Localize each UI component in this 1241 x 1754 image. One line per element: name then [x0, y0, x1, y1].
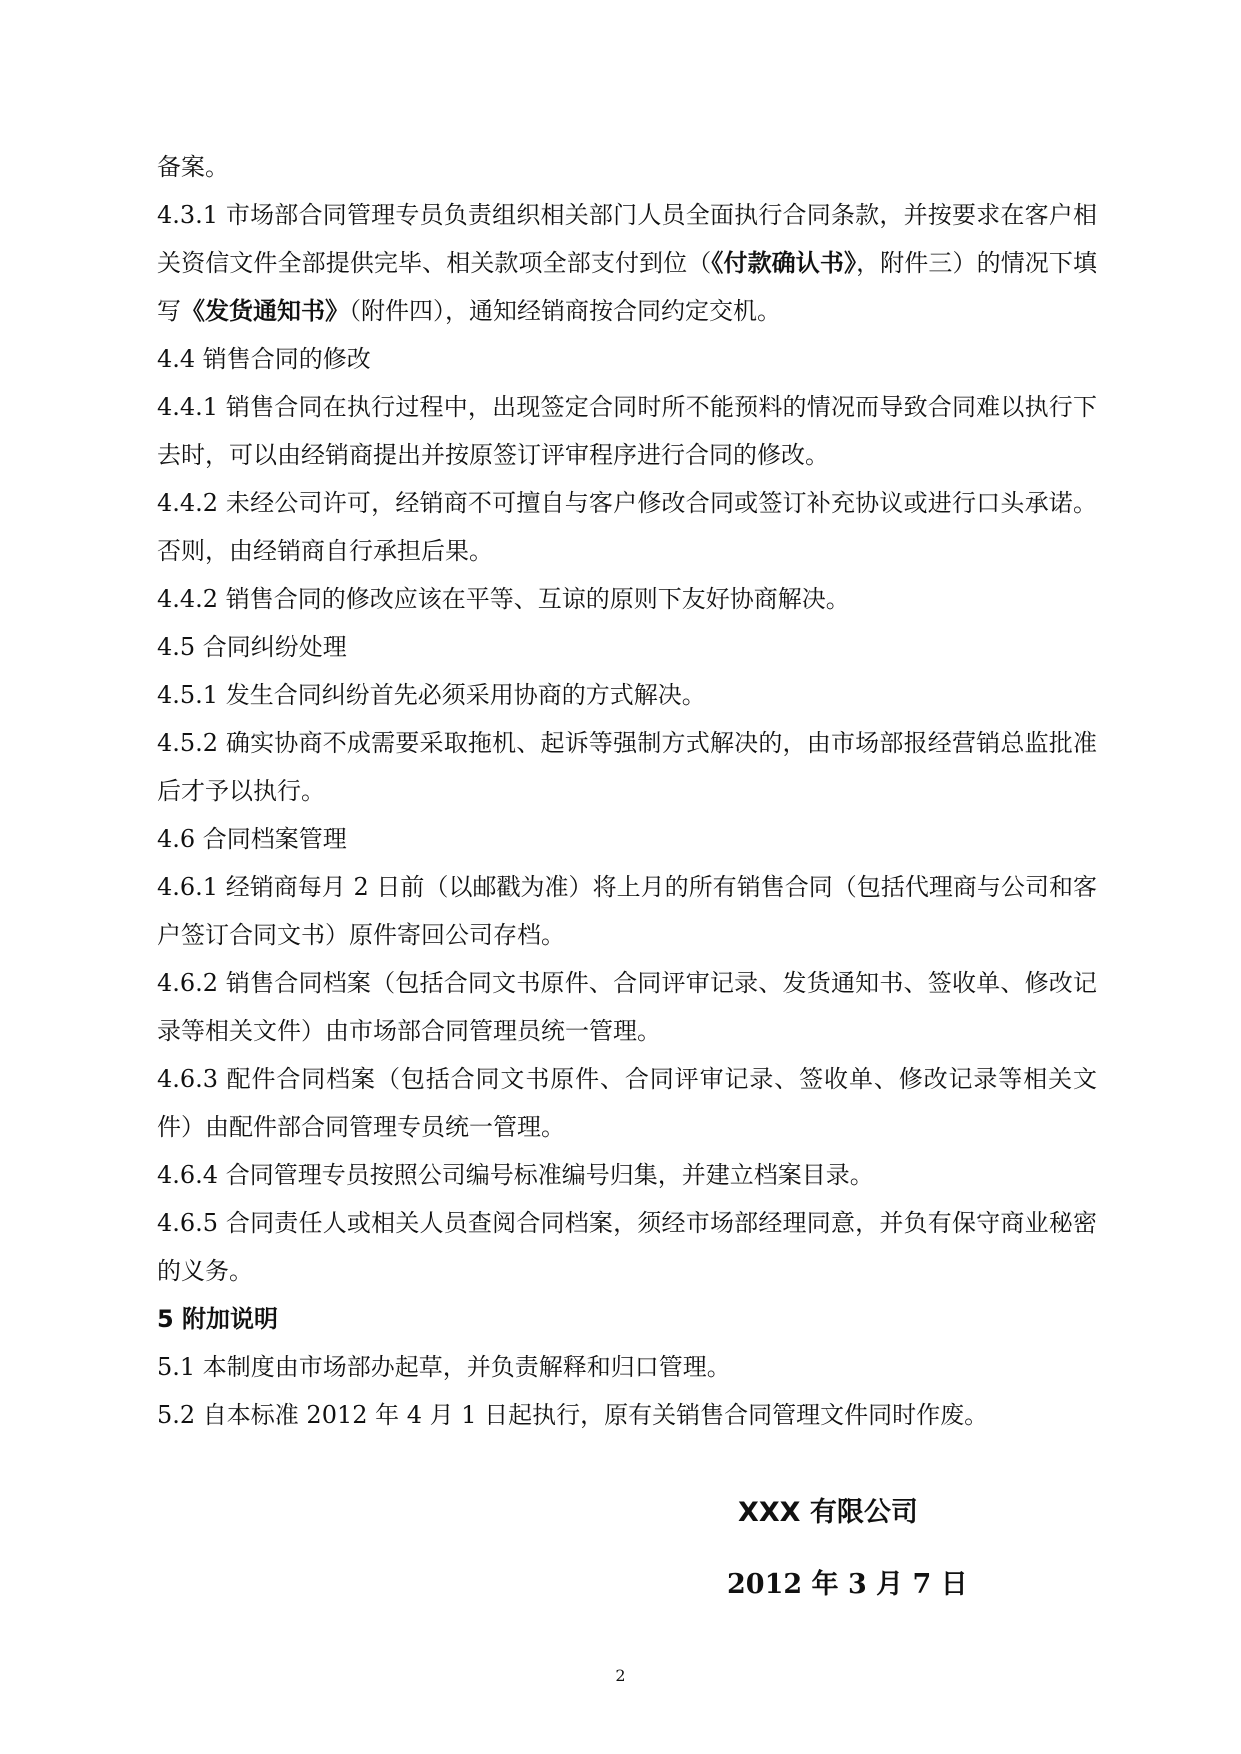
paragraph: 4.5.2 确实协商不成需要采取拖机、起诉等强制方式解决的，由市场部报经营销总监批准后才予以执行。	[157, 729, 1097, 805]
paragraph: 4.4 销售合同的修改	[157, 345, 371, 373]
paragraph: 4.6.1 经销商每月 2 日前（以邮戳为准）将上月的所有销售合同（包括代理商与公司和客户签订合同文书）原件寄回公司存档。	[157, 873, 1097, 949]
paragraph: 4.6 合同档案管理	[157, 825, 347, 853]
paragraph: 5.1 本制度由市场部办起草，并负责解释和归口管理。	[157, 1353, 731, 1381]
paragraph: 4.6.3 配件合同档案（包括合同文书原件、合同评审记录、签收单、修改记录等相关文件）由配件部合同管理专员统一管理。	[157, 1065, 1097, 1141]
paragraph: 4.6.4 合同管理专员按照公司编号标准编号归集，并建立档案目录。	[157, 1161, 874, 1189]
signature-company: XXX 有限公司	[738, 1497, 918, 1528]
paragraph: 4.6.2 销售合同档案（包括合同文书原件、合同评审记录、发货通知书、签收单、修改记录等相关文件）由市场部合同管理员统一管理。	[157, 969, 1097, 1045]
paragraph: 5.2 自本标准 2012 年 4 月 1 日起执行，原有关销售合同管理文件同时作废。	[157, 1401, 989, 1429]
paragraph: 备案。	[157, 153, 229, 181]
paragraph-text: （附件四），通知经销商按合同约定交机。	[349, 297, 781, 325]
paragraph: 4.4.2 销售合同的修改应该在平等、互谅的原则下友好协商解决。	[157, 585, 850, 613]
paragraph-text: 4.3.1 市场部合同管理专员负责组织相关部门人员全面执行合同条款，并按要求在客户相关资信文件全部提供完毕、相关款项全部支付到位（	[157, 201, 1097, 277]
paragraph: 4.4.1 销售合同在执行过程中，出现签定合同时所不能预料的情况而导致合同难以执行下去时，可以由经销商提出并按原签订评审程序进行合同的修改。	[157, 393, 1097, 469]
paragraph: 4.5 合同纠纷处理	[157, 633, 347, 661]
paragraph-text: ，附件三）的情况下填写	[157, 249, 1098, 325]
document-body	[157, 143, 1097, 1439]
paragraph: 4.5.1 发生合同纠纷首先必须采用协商的方式解决。	[157, 681, 706, 709]
bold-document-title: 《付款确认书》	[711, 249, 857, 277]
section-heading: 5 附加说明	[157, 1305, 279, 1333]
bold-document-title: 《发货通知书》	[181, 297, 349, 325]
paragraph: 4.6.5 合同责任人或相关人员查阅合同档案，须经市场部经理同意，并负有保守商业秘密的义务。	[157, 1209, 1097, 1285]
paragraph	[157, 191, 1097, 335]
page-number: 2	[615, 1666, 626, 1685]
paragraph: 4.4.2 未经公司许可，经销商不可擅自与客户修改合同或签订补充协议或进行口头承诺。否则，由经销商自行承担后果。	[157, 489, 1097, 565]
signature-date: 2012 年 3 月 7 日	[727, 1569, 968, 1600]
